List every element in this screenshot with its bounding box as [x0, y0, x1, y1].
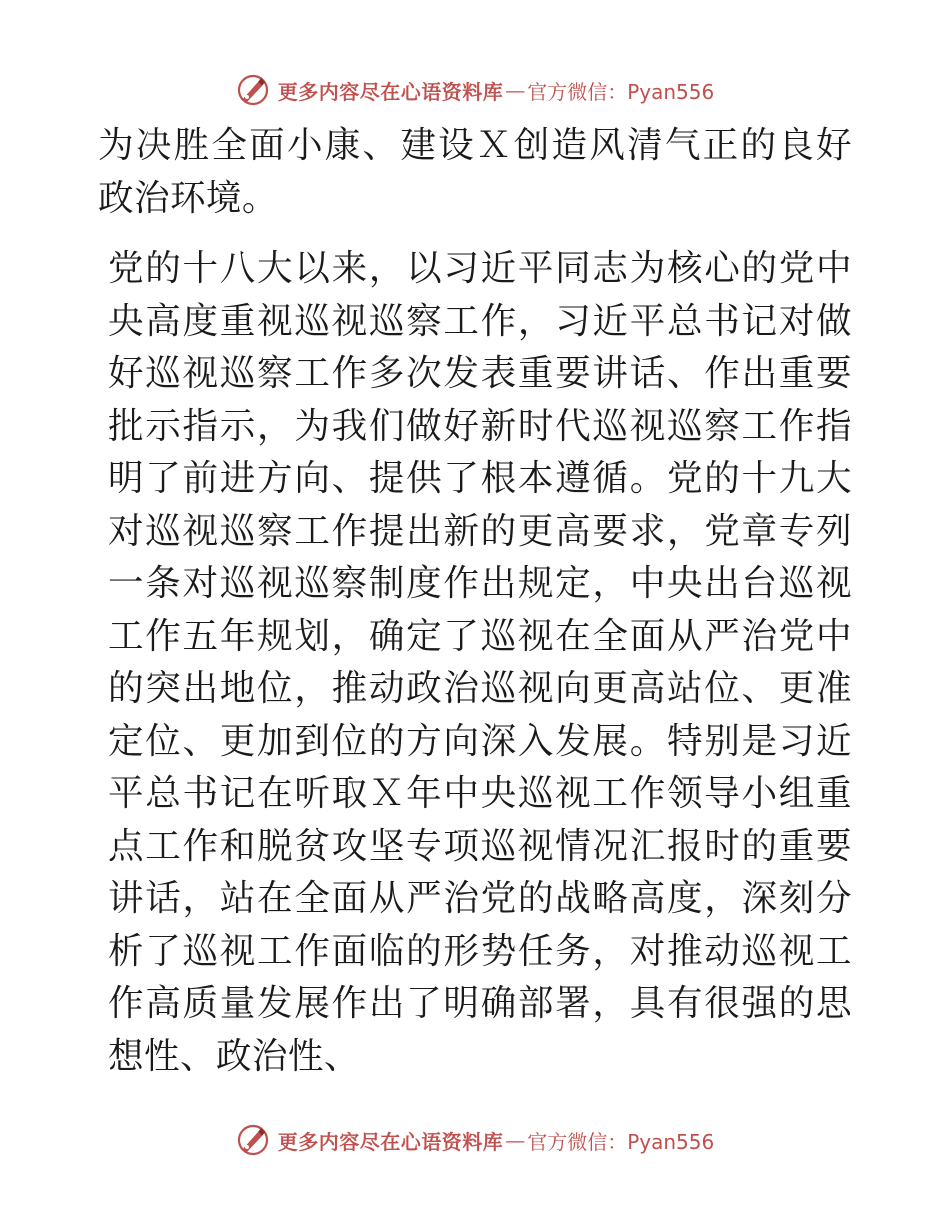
watermark-dash: — — [505, 1128, 526, 1152]
watermark-dash: — — [505, 78, 526, 102]
watermark-subtitle: 官方微信：Pyan556 — [527, 79, 715, 104]
pen-logo-icon — [236, 1123, 270, 1157]
watermark-title: 更多内容尽在心语资料库 — [277, 79, 504, 104]
document-body — [98, 120, 852, 1083]
footer-watermark — [0, 1120, 950, 1160]
pen-logo-icon — [236, 73, 270, 107]
header-watermark — [0, 70, 950, 110]
watermark-title: 更多内容尽在心语资料库 — [277, 1129, 504, 1154]
watermark-subtitle: 官方微信：Pyan556 — [527, 1129, 715, 1154]
paragraph-2: 党的十八大以来，以习近平同志为核心的党中央高度重视巡视巡察工作，习近平总书记对做好巡视巡察工作多次发表重要讲话、作出重要批示指示，为我们做好新时代巡视巡察工作指明了前进方向、提供了根本遵循。党的十九大对巡视巡察工作提出新的更高要求，党章专列一条对巡视巡察制度作出规定，中央出台巡视工作五年规划，确定了巡视在全面从严治党中的突出地位，推动政治巡视向更高站位、更准定位、更加到位的方向深入发展。特别是习近平总书记在听取Ｘ年中央巡视工作领导小组重点工作和脱贫攻坚专项巡视情况汇报时的重要讲话，站在全面从严治党的战略高度，深刻分析了巡视工作面临的形势任务，对推动巡视工作高质量发展作出了明确部署，具有很强的思想性、政治性、 — [108, 248, 852, 1077]
paragraph-1: 为决胜全面小康、建设Ｘ创造风清气正的良好政治环境。 — [98, 125, 852, 219]
